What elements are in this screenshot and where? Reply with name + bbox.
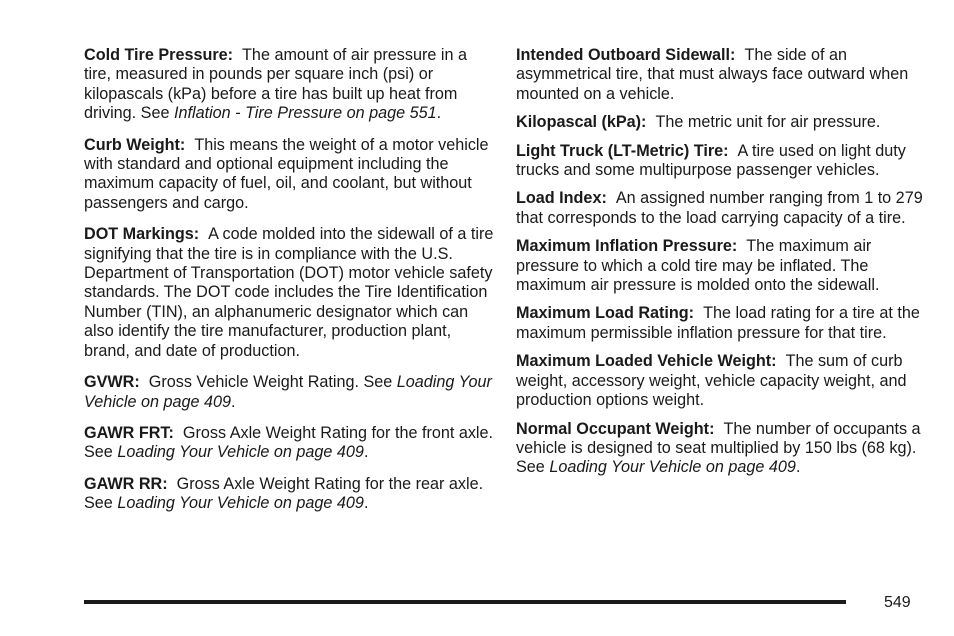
glossary-entry	[84, 424, 494, 463]
entry-reference: Loading Your Vehicle on page 409	[117, 443, 364, 462]
entry-text: Gross Vehicle Weight Rating. See	[148, 373, 397, 392]
entry-reference: Loading Your Vehicle on page 409	[117, 494, 364, 513]
page-number: 549	[884, 594, 911, 611]
entry-term: Load Index:	[516, 189, 607, 208]
entry-reference: Loading Your Vehicle on page 409	[84, 373, 492, 411]
entry-text: This means the weight of a motor vehicle with standard and optional equipment including the maximum capacity of fuel, oil, and coolant, but without passengers and cargo.	[84, 135, 489, 212]
glossary-entry	[516, 352, 926, 410]
entry-term: Normal Occupant Weight:	[516, 419, 715, 438]
entry-text: The load rating for a tire at the maximum permissible inflation pressure for that tire.	[516, 304, 920, 342]
glossary-entry	[516, 189, 926, 228]
entry-term: Maximum Inflation Pressure:	[516, 237, 738, 256]
glossary-entry	[84, 225, 494, 361]
entry-term: Intended Outboard Sidewall:	[516, 46, 736, 64]
entry-text: The side of an asymmetrical tire, that must always face outward when mounted on a vehicle.	[516, 46, 909, 103]
entry-term: GAWR FRT:	[84, 423, 174, 442]
entry-term: Curb Weight:	[84, 135, 186, 154]
entry-text: Gross Axle Weight Rating for the front axle. See	[84, 423, 494, 462]
glossary-entry	[516, 142, 926, 181]
entry-text: An assigned number ranging from 1 to 279 that corresponds to the load carrying capacity of a tire.	[516, 189, 923, 227]
entry-text: The metric unit for air pressure.	[655, 113, 881, 132]
glossary-entry	[84, 136, 494, 214]
glossary-entry	[516, 304, 926, 343]
entry-tail: .	[436, 104, 442, 123]
entry-tail: .	[363, 494, 369, 513]
entry-text: The sum of curb weight, accessory weight, vehicle capacity weight, and production options weight.	[516, 352, 907, 410]
glossary-entry	[516, 113, 926, 132]
entry-text: The number of occupants a vehicle is designed to seat multiplied by 150 lbs (68 kg). See	[516, 419, 921, 477]
entry-term: DOT Markings:	[84, 225, 200, 244]
glossary-entry	[516, 237, 926, 295]
entry-term: Maximum Loaded Vehicle Weight:	[516, 352, 777, 371]
footer-rule	[84, 600, 846, 604]
entry-tail: .	[363, 443, 369, 462]
entry-text: A code molded into the sidewall of a tire signifying that the tire is in compliance with the U.S. Department of Transportation (DOT) motor vehicle safety standards. The DOT code includes the Tire Identification Number (TIN), an alphanumeric designator which can also identify the tire manufacturer, production plant, brand, and date of production.	[84, 225, 494, 360]
entry-term: Cold Tire Pressure:	[84, 46, 234, 64]
entry-term: Maximum Load Rating:	[516, 304, 695, 323]
entry-term: GVWR:	[84, 373, 140, 392]
glossary-entry	[516, 46, 926, 104]
glossary-entry	[84, 46, 494, 124]
entry-text: The amount of air pressure in a tire, measured in pounds per square inch (psi) or kilopascals (kPa) before a tire has built up heat from driving. See	[84, 46, 467, 123]
entry-term: GAWR RR:	[84, 474, 168, 493]
entry-tail: .	[231, 392, 236, 411]
entry-term: Light Truck (LT-Metric) Tire:	[516, 141, 729, 160]
entry-text: A tire used on light duty trucks and some multipurpose passenger vehicles.	[516, 141, 906, 180]
entry-reference: Inflation - Tire Pressure on page 551	[173, 104, 437, 123]
entry-reference: Loading Your Vehicle on page 409	[549, 458, 796, 477]
entry-tail: .	[795, 458, 801, 477]
glossary-entry	[84, 475, 494, 514]
left-column	[84, 46, 494, 526]
entry-text: Gross Axle Weight Rating for the rear axle. See	[84, 474, 484, 513]
right-column	[516, 46, 926, 487]
entry-text: The maximum air pressure to which a cold tire may be inflated. The maximum air pressure is molded onto the sidewall.	[516, 237, 880, 295]
glossary-entry	[516, 420, 926, 478]
entry-term: Kilopascal (kPa):	[516, 113, 647, 132]
glossary-entry	[84, 373, 494, 412]
